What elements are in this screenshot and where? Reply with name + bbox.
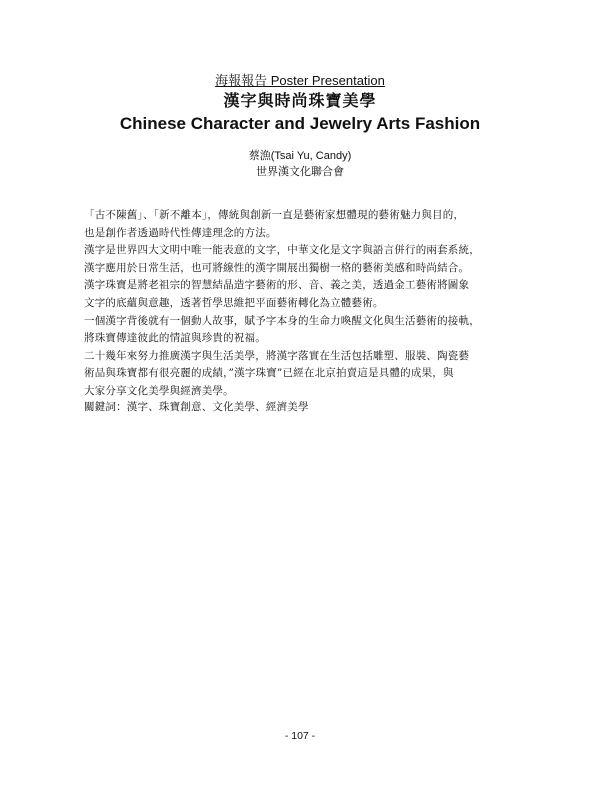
abstract-line: 漢字是世界四大文明中唯一能表意的文字，中華文化是文字與語言併行的兩套系統，	[84, 244, 480, 257]
page-number: - 107 -	[284, 730, 316, 742]
abstract-body	[84, 207, 524, 401]
abstract-line: 文字的底蘊與意趣，透著哲學思維把平面藝術轉化為立體藝術。	[84, 296, 384, 309]
abstract-line: 漢字應用於日常生活，也可將線性的漢字開展出獨樹一格的藝術美感和時尚結合。	[84, 261, 470, 274]
abstract-line: 也是創作者透過時代性傳達理念的方法。	[84, 226, 277, 239]
author-affiliation: 世界漢文化聯合會	[256, 165, 344, 178]
abstract-line: 大家分享文化美學與經濟美學。	[84, 384, 234, 397]
title-chinese: 漢字與時尚珠寶美學	[223, 91, 377, 110]
abstract-line: 二十幾年來努力推廣漢字與生活美學，將漢字落實在生活包括雕塑、服裝、陶瓷藝	[84, 349, 470, 362]
abstract-line: 術品與珠寶都有很亮麗的成績，”漢字珠寶”已經在北京拍賣這是具體的成果，與	[84, 367, 454, 380]
author-name: 蔡漁(Tsai Yu, Candy)	[248, 150, 352, 162]
keywords-line: 關鍵詞：漢字、珠寶創意、文化美學、經濟美學	[84, 401, 309, 413]
abstract-line: 「古不陳舊」、「新不離本」，傳統與創新一直是藝術家想體現的藝術魅力與目的，	[84, 209, 465, 221]
title-english: Chinese Character and Jewelry Arts Fashion	[119, 114, 481, 133]
abstract-line: 一個漢字背後就有一個動人故事，賦予字本身的生命力喚醒文化與生活藝術的接軌，	[84, 314, 480, 327]
author-block	[0, 148, 600, 180]
section-label: 海報報告 Poster Presentation	[215, 73, 385, 88]
abstract-line: 將珠寶傳達彼此的情誼與珍貴的祝福。	[84, 332, 266, 345]
paper-header	[0, 72, 600, 136]
keywords-section	[84, 399, 524, 417]
abstract-line: 漢字珠寶是將老祖宗的智慧結晶造字藝術的形、音、義之美，透過金工藝術將圖象	[84, 279, 470, 292]
